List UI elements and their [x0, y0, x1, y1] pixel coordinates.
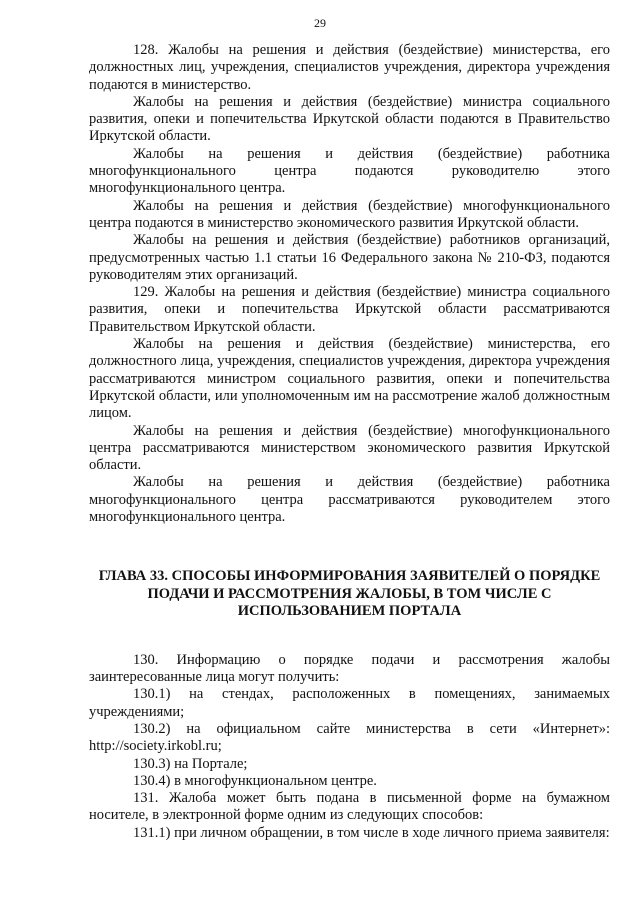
paragraph-complaint-mfc-worker-review: Жалобы на решения и действия (бездействие) работника многофункционального центра рассматриваются руководителем этого многофункционального центра.: [89, 474, 610, 526]
chapter-heading-line-2: ПОДАЧИ И РАССМОТРЕНИЯ ЖАЛОБЫ, В ТОМ ЧИСЛЕ С: [147, 585, 552, 602]
paragraph-complaint-organizations: Жалобы на решения и действия (бездействие) работников организаций, предусмотренных частью 1.1 статьи 16 Федерального закона № 210-ФЗ, подаются руководителям этих организаций.: [89, 232, 610, 283]
paragraph-complaint-minister: Жалобы на решения и действия (бездействие) министра социального развития, опеки и попечительства Иркутской области подаются в Правительство Иркутской области.: [89, 93, 610, 145]
chapter-heading-line-1: ГЛАВА 33. СПОСОБЫ ИНФОРМИРОВАНИЯ ЗАЯВИТЕЛЕЙ О ПОРЯДКЕ: [98, 568, 601, 585]
paragraph-129: 129. Жалобы на решения и действия (бездействие) министра социального развития, опеки и попечительства Иркутской области рассматриваются Правительством Иркутской области.: [89, 284, 610, 335]
document-body: [89, 42, 610, 842]
paragraph-130-2: 130.2) на официальном сайте министерства в сети «Интернет»: http://society.irkobl.ru;: [89, 721, 610, 755]
paragraph-128: 128. Жалобы на решения и действия (бездействие) министерства, его должностных лиц, учреждения, специалистов учреждения, директора учреждения подаются в министерство.: [89, 42, 610, 93]
chapter-heading-line-3: ИСПОЛЬЗОВАНИЕМ ПОРТАЛА: [237, 603, 462, 620]
paragraph-130: 130. Информацию о порядке подачи и рассмотрения жалобы заинтересованные лица могут получить:: [89, 651, 610, 686]
paragraph-complaint-mfc-worker: Жалобы на решения и действия (бездействие) работника многофункционального центра подаются руководителю этого многофункционального центра.: [89, 145, 610, 197]
paragraph-130-1: 130.1) на стендах, расположенных в помещениях, занимаемых учреждениями;: [89, 686, 610, 720]
paragraph-130-4: 130.4) в многофункциональном центре.: [133, 772, 377, 789]
paragraph-complaint-mfc: Жалобы на решения и действия (бездействие) многофункционального центра подаются в министерство экономического развития Иркутской области.: [89, 197, 610, 231]
page-number: 29: [314, 16, 326, 30]
paragraph-131-1: 131.1) при личном обращении, в том числе в ходе личного приема заявителя:: [133, 824, 610, 841]
paragraph-131: 131. Жалоба может быть подана в письменной форме на бумажном носителе, в электронной форме одним из следующих способов:: [89, 790, 610, 824]
paragraph-complaint-mfc-review: Жалобы на решения и действия (бездействие) многофункционального центра рассматриваются министерством экономического развития Иркутской области.: [89, 422, 610, 474]
paragraph-complaint-ministry-review: Жалобы на решения и действия (бездействие) министерства, его должностного лица, учреждения, специалистов учреждения, директора учреждения рассматриваются министром социального развития, опеки и попечительства Иркутской области, или уполномоченным им на рассмотрение жалоб должностным лицом.: [89, 336, 610, 422]
paragraph-130-3: 130.3) на Портале;: [133, 755, 248, 772]
chapter-heading: [89, 568, 610, 621]
